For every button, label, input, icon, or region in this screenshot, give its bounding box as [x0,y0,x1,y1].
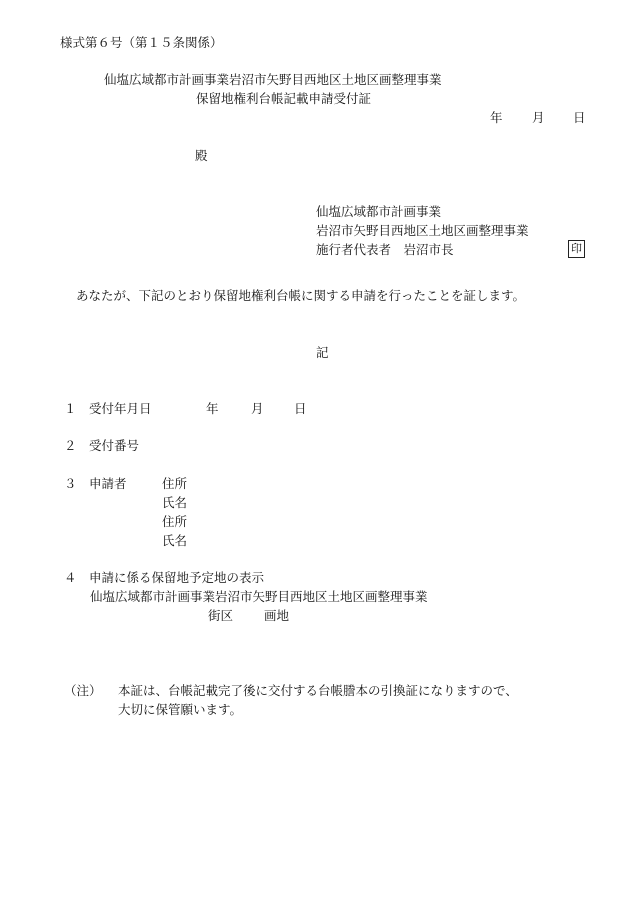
addressee-suffix: 殿 [195,148,208,163]
item-4-project: 仙塩広域都市計画事業岩沼市矢野目西地区土地区画整理事業 [90,589,428,604]
item-1-label: １ 受付年月日 [64,401,152,416]
item-1-year: 年 [206,401,219,416]
issuer-line2: 岩沼市矢野目西地区土地区画整理事業 [316,223,529,238]
item-4-label: ４ 申請に係る保留地予定地の表示 [64,570,265,585]
item-3-name-2: 氏名 [162,533,188,548]
item-3-address-2: 住所 [162,514,188,529]
form-number: 様式第６号（第１５条関係） [60,35,223,50]
date-header-month: 月 [532,110,545,125]
certification-statement: あなたが、下記のとおり保留地権利台帳に関する申請を行ったことを証します。 [76,288,526,303]
item-3-name-1: 氏名 [162,495,188,510]
item-4-block: 街区 [208,608,234,623]
item-2-label: ２ 受付番号 [64,438,140,453]
document-title-line2: 保留地権利台帳記載申請受付証 [196,91,372,106]
note-line2: 大切に保管願います。 [118,702,243,717]
date-header-day: 日 [573,110,586,125]
item-4-lot: 画地 [264,608,290,623]
date-header-year: 年 [490,110,503,125]
document-title-line1: 仙塩広域都市計画事業岩沼市矢野目西地区土地区画整理事業 [104,72,442,87]
item-1-day: 日 [294,401,307,416]
issuer-line3: 施行者代表者 岩沼市長 [316,242,454,257]
note-label: （注） [64,683,102,698]
item-3-address-1: 住所 [162,476,188,491]
note-line1: 本証は、台帳記載完了後に交付する台帳謄本の引換証になりますので、 [118,683,518,698]
issuer-line1: 仙塩広域都市計画事業 [316,204,442,219]
ki-heading: 記 [316,345,329,360]
seal-mark: 印 [568,240,585,258]
item-3-label: ３ 申請者 [64,476,127,491]
item-1-month: 月 [251,401,264,416]
